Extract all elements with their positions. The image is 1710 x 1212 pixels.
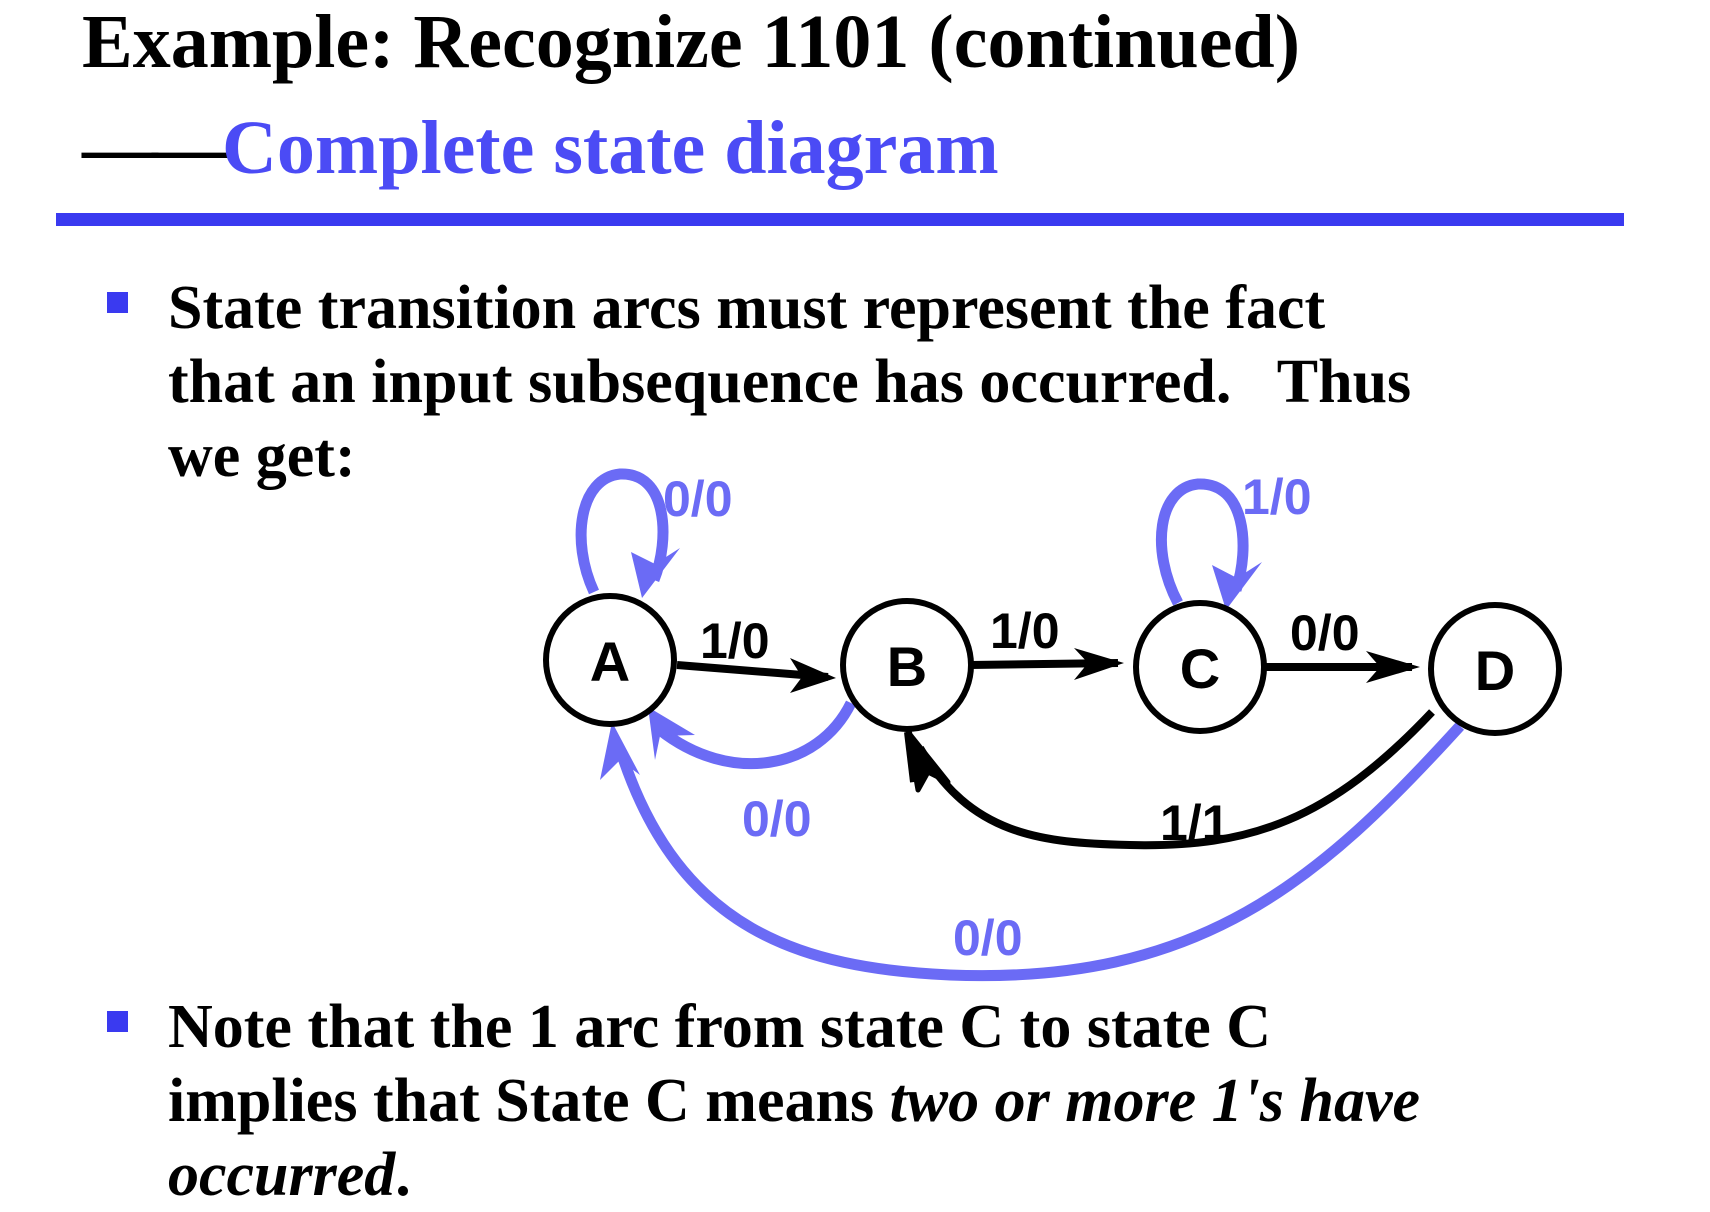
subtitle-text: Complete state diagram [222, 106, 999, 190]
arc-b-to-a [648, 703, 851, 764]
bullet-2-emphasis-2: occurred [168, 1141, 396, 1209]
bullet-2-line-1: Note that the 1 arc from state C to state C [168, 993, 1272, 1061]
state-b-label: B [886, 635, 928, 698]
label-d-to-a: 0/0 [953, 910, 1023, 966]
subtitle-dash: —— [82, 106, 222, 190]
bullet-square-icon [107, 1011, 128, 1032]
bullet-1-line-3: we get: [168, 422, 356, 490]
state-a-label: A [589, 630, 631, 693]
label-a-to-a: 0/0 [663, 471, 733, 527]
label-a-to-b: 1/0 [700, 613, 770, 669]
label-b-to-a: 0/0 [742, 791, 812, 847]
bullet-2-line-2: implies that State C means [168, 1067, 890, 1135]
label-b-to-c: 1/0 [990, 603, 1060, 659]
state-d-label: D [1474, 639, 1516, 702]
label-c-to-c: 1/0 [1242, 469, 1312, 525]
state-c-label: C [1179, 637, 1221, 700]
label-c-to-d: 0/0 [1290, 605, 1360, 661]
bullet-1-line-2: that an input subsequence has occurred. Thus [168, 348, 1412, 416]
bullet-1-line-1: State transition arcs must represent the fact [168, 274, 1326, 342]
bullet-2-text [168, 990, 1420, 1212]
label-d-to-b: 1/1 [1160, 795, 1230, 851]
bullet-2-period: . [395, 1141, 411, 1209]
slide-title: Example: Recognize 1101 (continued) [82, 0, 1301, 84]
bullet-2-emphasis-1: two or more 1's have [889, 1067, 1421, 1135]
